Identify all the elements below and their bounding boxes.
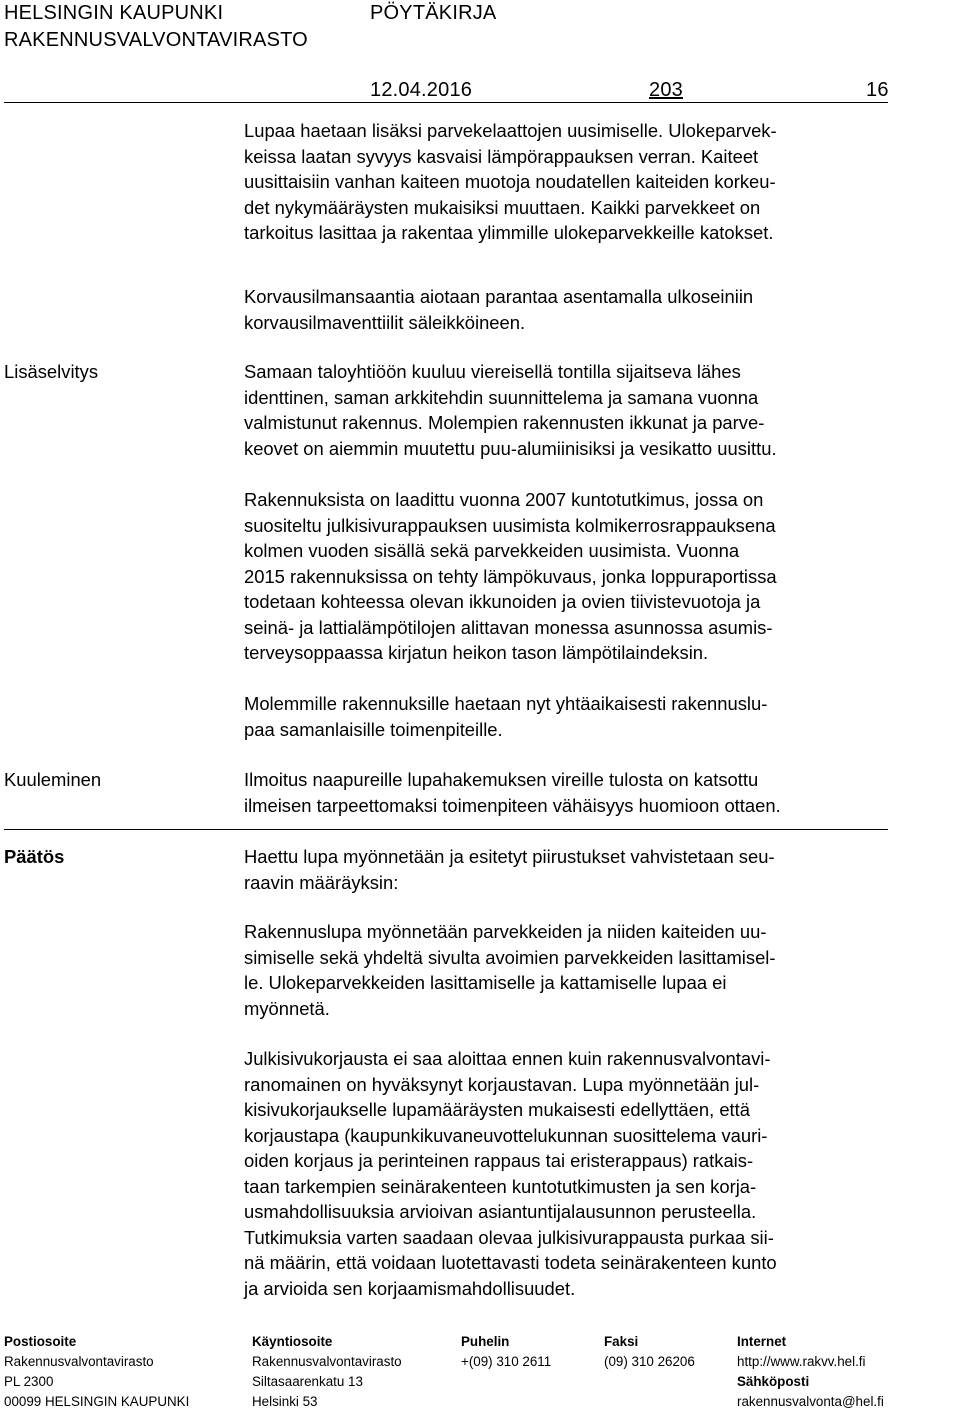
text-line: Haettu lupa myönnetään ja esitetyt piirustukset vahvistetaan seu- [244, 846, 775, 867]
page-number: 16 [866, 79, 889, 101]
text-line: raavin määräyksin: [244, 871, 399, 893]
text-line: kisivukorjaukselle lupamääräysten mukaisesti edellyttäen, että [244, 1099, 750, 1120]
footer-postal-address [4, 1332, 189, 1412]
paragraph-additional-info [244, 359, 894, 461]
text-line: Korvausilmansaantia aiotaan parantaa asentamalla ulkoseiniin [244, 286, 754, 307]
text-line: suositeltu julkisivurappauksen uusimista kolmikerrosrappauksena [244, 514, 776, 536]
document-type: PÖYTÄKIRJA [370, 2, 497, 24]
org-department: RAKENNUSVALVONTAVIRASTO [4, 29, 308, 51]
text-line: identtinen, saman arkkitehdin suunnittelema ja samana vuonna [244, 386, 759, 408]
footer-heading: Postiosoite [4, 1334, 77, 1349]
text-line: Rakennuslupa myönnetään parvekkeiden ja niiden kaiteiden uu- [244, 921, 767, 942]
text-line: ranomainen on hyväksynyt korjaustavan. Lupa myönnetään jul- [244, 1073, 760, 1095]
text-line: uusittaisiin vanhan kaiteen muotoja noudatellen kaiteiden korkeu- [244, 171, 776, 192]
text-line: simiselle sekä yhdeltä sivulta avoimien parvekkeiden lasittamisel- [244, 946, 776, 968]
text-line: korjaustapa (kaupunkikuvaneuvottelukunnan suosittelema vauri- [244, 1124, 768, 1146]
text-line: paa samanlaisille toimenpiteille. [244, 718, 503, 740]
text-line: tarkoitus lasittaa ja rakentaa ylimmille ulokeparvekkeille katokset. [244, 222, 774, 243]
text-line: terveysoppaassa kirjatun heikon tason lämpötilaindeksin. [244, 642, 709, 663]
footer-line: Rakennusvalvontavirasto [4, 1354, 154, 1369]
org-name: HELSINGIN KAUPUNKI [4, 2, 224, 24]
text-line: myönnetä. [244, 997, 330, 1019]
text-line: Lupaa haetaan lisäksi parvekelaattojen uusimiselle. Ulokeparvek- [244, 120, 777, 141]
footer-heading: Puhelin [461, 1334, 510, 1349]
footer-heading: Käyntiosoite [252, 1334, 333, 1349]
text-line: Rakennuksista on laadittu vuonna 2007 kuntotutkimus, jossa on [244, 489, 764, 510]
text-line: usmahdollisuuksia arvioivan asiantuntijalausunnon perusteella. [244, 1201, 757, 1222]
text-line: 2015 rakennuksissa on tehty lämpökuvaus, jonka loppuraportissa [244, 565, 777, 587]
website-link[interactable]: http://www.rakvv.hel.fi [737, 1354, 866, 1369]
text-line: ilmeisen tarpeettomaksi toimenpiteen vähäisyys huomioon ottaen. [244, 794, 781, 816]
footer-line: PL 2300 [4, 1374, 54, 1389]
text-line: det nykymääräysten mukaisiksi muuttaen. Kaikki parvekkeet on [244, 196, 761, 218]
decision-rule [4, 829, 888, 830]
text-line: Julkisivukorjausta ei saa aloittaa ennen kuin rakennusvalvontavi- [244, 1048, 771, 1069]
text-line: le. Ulokeparvekkeiden lasittamiselle ja kattamiselle lupaa ei [244, 972, 727, 993]
text-line: kolmen vuoden sisällä sekä parvekkeiden uusimista. Vuonna [244, 540, 740, 561]
footer-heading: Sähköposti [737, 1374, 810, 1389]
text-line: Samaan taloyhtiöön kuuluu viereisellä tontilla sijaitseva lähes [244, 361, 741, 382]
label-lisaselvitys: Lisäselvitys [4, 361, 99, 382]
label-paatos: Päätös [4, 846, 65, 867]
paragraph-decision [244, 844, 894, 895]
label-kuuleminen: Kuuleminen [4, 769, 102, 790]
footer-line: Rakennusvalvontavirasto [252, 1354, 402, 1369]
text-line: Molemmille rakennuksille haetaan nyt yhtäaikaisesti rakennuslu- [244, 693, 768, 714]
footer-phone [461, 1332, 551, 1372]
fax-number: (09) 310 26206 [604, 1354, 695, 1369]
paragraph-permit-scope [244, 919, 894, 1021]
footer-line: Helsinki 53 [252, 1394, 318, 1409]
footer-heading: Faksi [604, 1334, 639, 1349]
footer-line: 00099 HELSINGIN KAUPUNKI [4, 1394, 190, 1409]
paragraph-facade-repair [244, 1046, 894, 1301]
footer-line: Siltasaarenkatu 13 [252, 1374, 363, 1389]
phone-number: +(09) 310 2611 [461, 1354, 552, 1369]
text-line: todetaan kohteessa olevan ikkunoiden ja ovien tiivistevuotoja ja [244, 591, 761, 612]
text-line: nä määrin, että voidaan luotettavasti todeta seinärakenteen kunto [244, 1252, 777, 1273]
paragraph-both-buildings [244, 691, 894, 742]
text-line: taan tarkempien seinärakenteen kuntotutkimusten ja sen korja- [244, 1175, 757, 1197]
footer-visiting-address [252, 1332, 402, 1412]
email-link[interactable]: rakennusvalvonta@hel.fi [737, 1394, 884, 1409]
paragraph-hearing [244, 767, 894, 818]
text-line: seinä- ja lattialämpötilojen alittavan monessa asunnossa asumis- [244, 616, 773, 638]
footer-heading: Internet [737, 1334, 787, 1349]
meeting-date: 12.04.2016 [370, 79, 473, 101]
text-line: ja arvioida sen korjaamismahdollisuudet. [244, 1277, 576, 1299]
header-rule [4, 102, 888, 103]
section-number: 203 [649, 79, 683, 101]
paragraph-condition-survey [244, 487, 894, 666]
text-line: Tutkimuksia varten saadaan olevaa julkisivurappausta purkaa sii- [244, 1226, 774, 1248]
text-line: keissa laatan syvyys kasvaisi lämpörappauksen verran. Kaiteet [244, 145, 759, 167]
text-line: valmistunut rakennus. Molempien rakennusten ikkunat ja parve- [244, 412, 765, 433]
text-line: korvausilmaventtiilit säleikköineen. [244, 311, 526, 333]
footer-fax [604, 1332, 695, 1372]
text-line: Ilmoitus naapureille lupahakemuksen vireille tulosta on katsottu [244, 769, 759, 790]
text-line: keovet on aiemmin muutettu puu-alumiinisiksi ja vesikatto uusittu. [244, 437, 777, 459]
paragraph-balconies [244, 118, 894, 246]
text-line: oiden korjaus ja perinteinen rappaus tai eristerappaus) ratkais- [244, 1150, 754, 1171]
paragraph-ventilation [244, 284, 894, 335]
footer-internet [737, 1332, 884, 1412]
